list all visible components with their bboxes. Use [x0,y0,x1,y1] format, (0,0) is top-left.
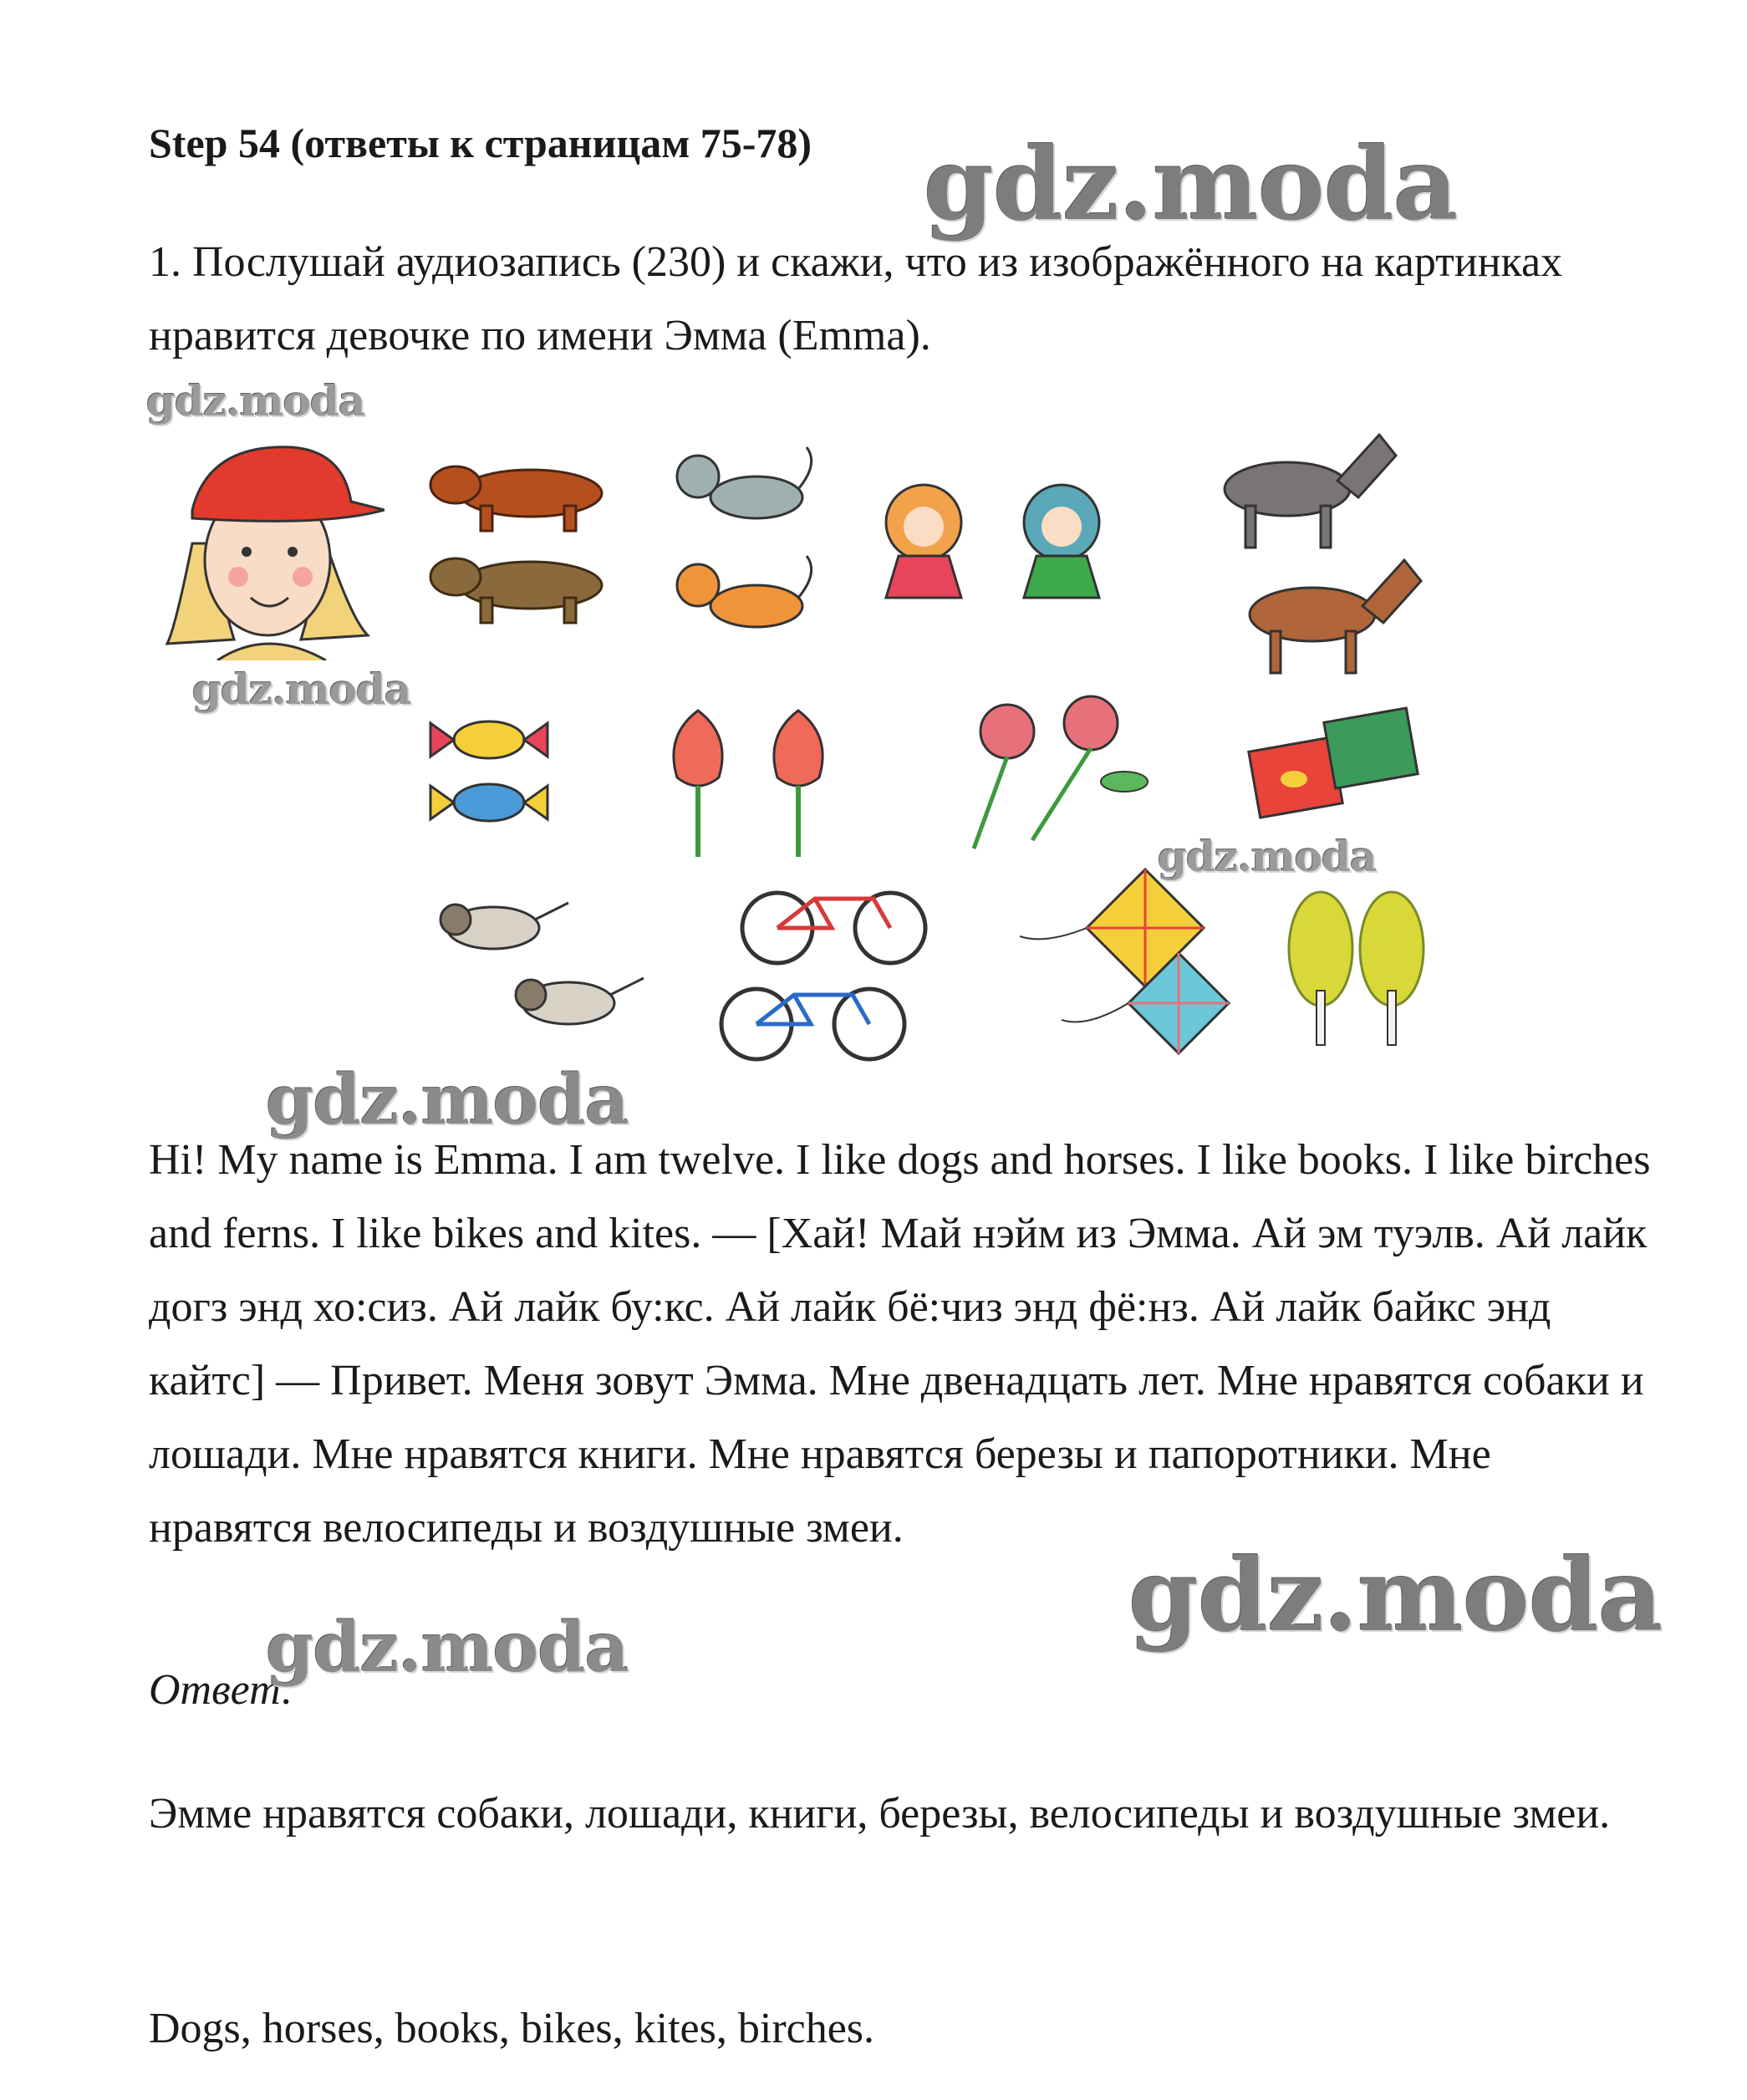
page-title: Step 54 (ответы к страницам 75-78) [149,120,812,166]
illustration-books [1245,702,1429,828]
task-instruction: 1. Послушай аудиозапись (230) и скажи, что из изображённого на картинках нравится девочке по имени Эмма (Emma). [149,238,1563,359]
watermark: gdz.moda [266,1608,629,1688]
illustration-cats [665,439,823,665]
watermark: gdz.moda [1128,1537,1663,1654]
answer-label: Ответ: [149,1666,295,1714]
story-text: Hi! My name is Emma. I am twelve. I like dogs and horses. I like books. I like birches and ferns. I like bikes and kites. — [Хай! Май нэйм из Эмма. Ай эм туэлв. Ай лайк догз энд хо:сиз. Ай лайк бу:кс. Ай лайк бё:чиз энд фё:нз. Ай лайк байкс энд кайтс] — Привет. Меня зовут Эмма. Мне двенадцать лет. Мне нравятся собаки и лошади. Мне нравятся книги. Мне нравятся березы и папоротники. Мне нравятся велосипеды и воздушные змеи. [149,1136,1651,1552]
illustration-roses [940,690,1158,857]
watermark: gdz.moda [192,665,411,714]
illustration-girl [159,418,385,660]
watermark: gdz.moda [146,376,365,426]
answer-russian: Эмме нравятся собаки, лошади, книги, березы, велосипеды и воздушные змеи. [149,1790,1611,1838]
watermark: gdz.moda [266,1060,629,1140]
illustration-sweets [426,706,552,840]
illustration-tulips [639,694,857,861]
illustration-kites [1011,861,1245,1078]
illustration-birches [1283,890,1434,1049]
answer-english: Dogs, horses, books, bikes, kites, birches. [149,2005,875,2052]
illustration-bikes [715,869,940,1070]
illustration-horses [1179,422,1429,690]
illustration-dogs [422,451,623,644]
watermark: gdz.moda [924,125,1458,243]
illustration-dolls [861,481,1128,623]
illustration-birds [426,886,652,1045]
watermark: gdz.moda [1158,832,1377,881]
